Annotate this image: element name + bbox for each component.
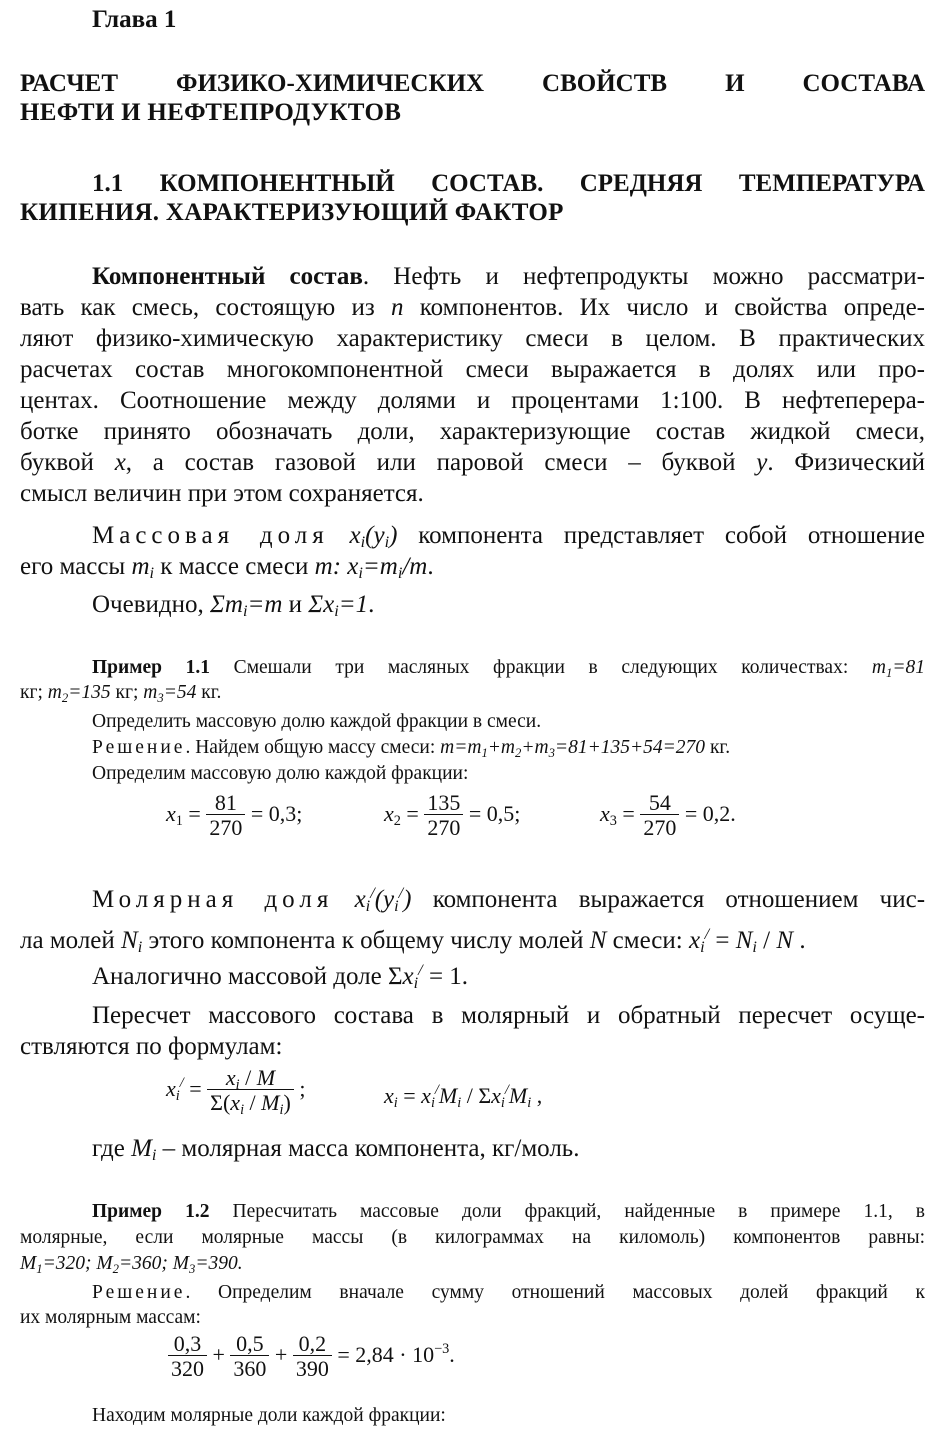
section-title-line1: 1.1 КОМПОНЕНТНЫЙ СОСТАВ. СРЕДНЯЯ ТЕМПЕРАТУРА bbox=[92, 170, 925, 197]
mass-line1: Массовая доля $x_i(y_i)$ компонента представляет собой отношение bbox=[92, 522, 926, 551]
mass-line2: его массы $m_i$ к массе смеси m: $x_i=m_i/m$. bbox=[20, 553, 434, 582]
para1-line1: Компонентный состав. Нефть и нефтепродукты можно рассматри- bbox=[92, 263, 925, 290]
recalc-line2: ствляются по формулам: bbox=[20, 1033, 283, 1060]
molar-line1: Молярная доля $x_i^/(y_i^/)$ компонента выражается отношением чис- bbox=[92, 884, 926, 915]
example-1-2-final: Находим молярные доли каждой фракции: bbox=[92, 1405, 446, 1426]
example-1-1-solution: Решение. Найдем общую массу смеси: $m=m_1+m_2+m_3=81+135+54=270$ кг. bbox=[92, 737, 731, 760]
para1-line5: центах. Соотношение между долями и процентами 1:100. В нефтеперера- bbox=[20, 387, 925, 414]
example-1-1-fraction-intro: Определим массовую долю каждой фракции: bbox=[92, 763, 469, 784]
para1-line8: смысл величин при этом сохраняется. bbox=[20, 480, 424, 507]
chapter-title-line1: РАСЧЕТ ФИЗИКО-ХИМИЧЕСКИХ СВОЙСТВ И СОСТАВА bbox=[20, 70, 925, 97]
para1-line4: расчетах состав многокомпонентной смеси выражается в долях или про- bbox=[20, 356, 925, 383]
chapter-heading: Глава 1 bbox=[92, 6, 177, 33]
molar-analog: Аналогично массовой доле $\Sigma x_i^/ = 1$. bbox=[92, 961, 469, 992]
example-1-2-solution: Решение. Определим вначале сумму отношений массовых долей фракций к bbox=[92, 1282, 925, 1303]
para1-line6: ботке принято обозначать доли, характеризующие состав жидкой смеси, bbox=[20, 418, 925, 445]
example-1-2-line3: $M_1=320$; $M_2=360$; $M_3=390$. bbox=[20, 1253, 243, 1276]
formula-sum-ratios: $\frac{0,3}{320}$ + $\frac{0,5}{360}$ + $\frac{0,2}{390}$ = $2,84 \cdot 10^{-3}$. bbox=[168, 1332, 455, 1381]
example-1-1-task: Определить массовую долю каждой фракции в смеси. bbox=[92, 711, 542, 732]
molar-line2: ла молей $N_i$ этого компонента к общему числу молей N смеси: $x_i^/ = N_i / N$ . bbox=[20, 925, 806, 956]
formula-x3: $x_3$ = $\frac{54}{270}$ = 0,2. bbox=[600, 790, 736, 841]
example-1-2-solution-line2: их молярным массам: bbox=[20, 1307, 201, 1328]
where-line: где $M_i$ – молярная масса компонента, кг/моль. bbox=[92, 1135, 580, 1164]
recalc-line1: Пересчет массового состава в молярный и обратный пересчет осуще- bbox=[92, 1002, 925, 1029]
mass-obvious: Очевидно, $\Sigma m_i=m$ и $\Sigma x_i=1$. bbox=[92, 591, 375, 620]
formula-x2: $x_2$ = $\frac{135}{270}$ = 0,5; bbox=[384, 790, 521, 841]
example-1-1-line2: кг; $m_2=135$ кг; $m_3=54$ кг. bbox=[20, 682, 222, 705]
formula-molar-fraction: $x_i^/$ = $\frac{x_i / M}{\Sigma(x_i / M_i)}$ ; bbox=[166, 1065, 306, 1119]
formula-x1: $x_1$ = $\frac{81}{270}$ = 0,3; bbox=[166, 790, 303, 841]
section-title-line2: КИПЕНИЯ. ХАРАКТЕРИЗУЮЩИЙ ФАКТОР bbox=[20, 199, 564, 226]
chapter-title-line2: НЕФТИ И НЕФТЕПРОДУКТОВ bbox=[20, 99, 402, 126]
para1-line3: ляют физико-химическую характеристику смеси в целом. В практических bbox=[20, 325, 925, 352]
para1-line7: буквой x, а состав газовой или паровой смеси – буквой y. Физический bbox=[20, 449, 925, 476]
example-1-2-line1: Пример 1.2 Пересчитать массовые доли фракций, найденные в примере 1.1, в bbox=[92, 1201, 925, 1222]
example-1-2-line2: молярные, если молярные массы (в килограммах на киломоль) компонентов равны: bbox=[20, 1227, 925, 1248]
para1-line2: вать как смесь, состоящую из n компонентов. Их число и свойства опреде- bbox=[20, 294, 925, 321]
example-1-1-line1: Пример 1.1 Смешали три масляных фракции в следующих количествах: $m_1=81$ bbox=[92, 657, 925, 680]
formula-mass-fraction: $x_i = x_i^/M_i / \Sigma x_i^/M_i$ , bbox=[384, 1082, 543, 1111]
